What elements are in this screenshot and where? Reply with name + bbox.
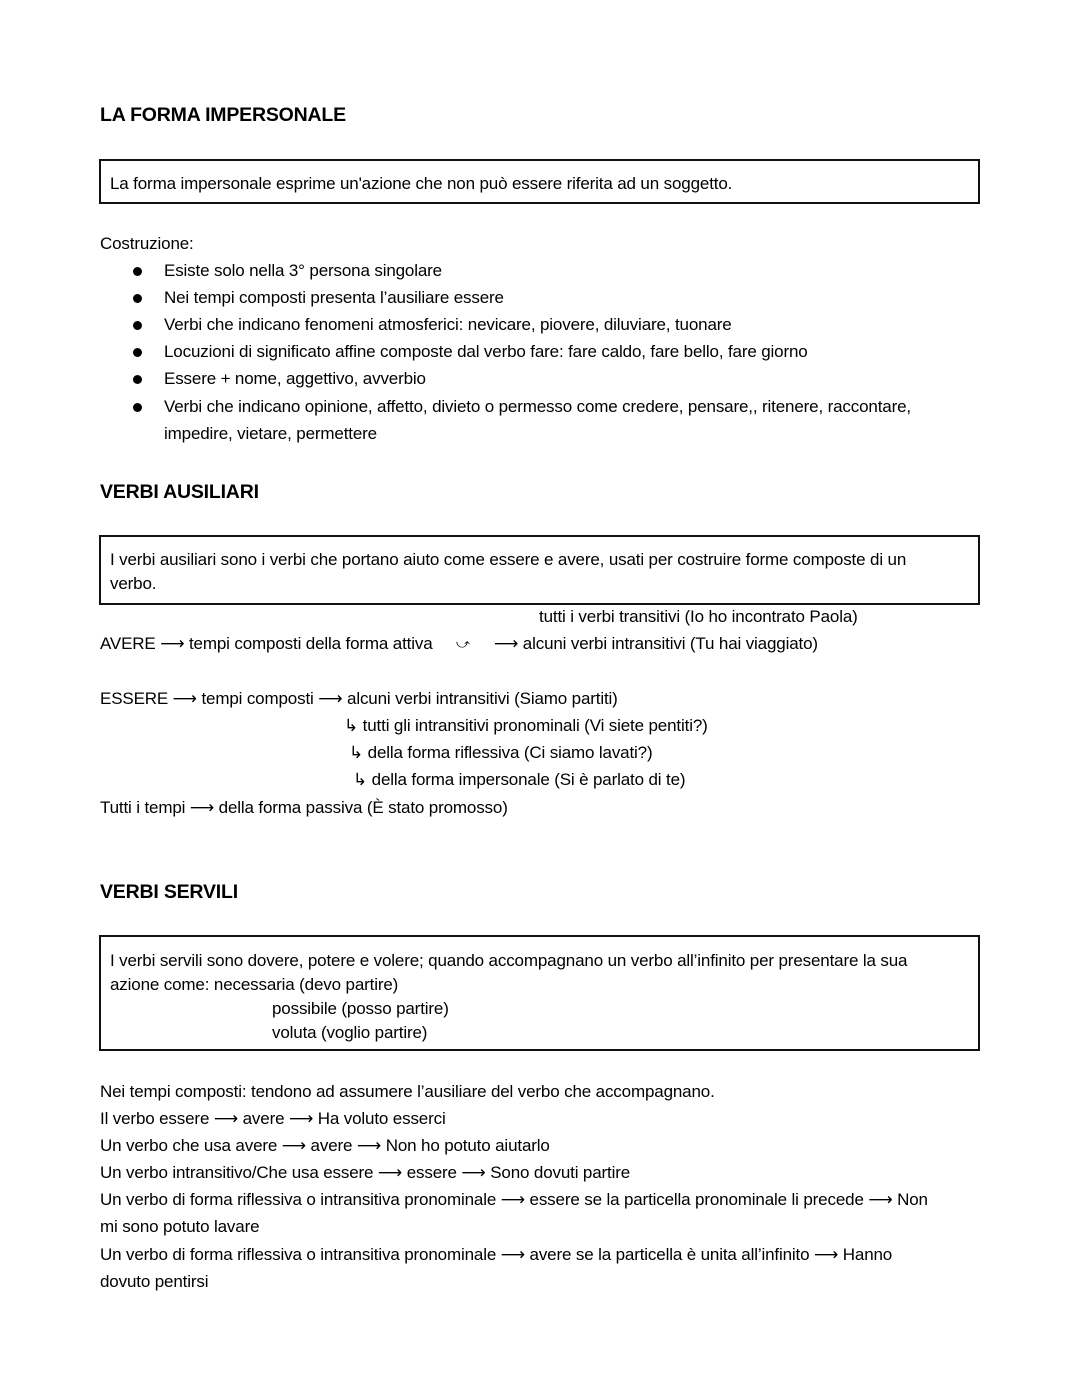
rule-line: Un verbo intransitivo/Che usa essere ⟶ essere ⟶ Sono dovuti partire [100,1163,631,1182]
rule-line: Un verbo di forma riflessiva o intransitiva pronominale ⟶ avere se la particella è unita all’infinito ⟶ Hanno [100,1245,893,1264]
passive-line: Tutti i tempi ⟶ della forma passiva (È stato promosso) [100,798,508,817]
rule-line: Un verbo di forma riflessiva o intransitiva pronominale ⟶ essere se la particella pronominale li precede ⟶ Non [100,1190,928,1209]
essere-sub-item: ↳ tutti gli intransitivi pronominali (Vi siete pentiti?) [344,716,708,735]
rule-line: Un verbo che usa avere ⟶ avere ⟶ Non ho potuto aiutarlo [100,1136,550,1155]
rule-line-continuation: mi sono potuto lavare [100,1217,260,1236]
construction-label: Costruzione: [100,234,194,253]
bullet-icon [133,403,142,412]
definition-text-line-2: verbo. [110,574,157,593]
heading-verbi-servili: VERBI SERVILI [100,881,238,903]
definition-text: La forma impersonale esprime un'azione che non può essere riferita ad un soggetto. [110,174,733,193]
curved-arrow-icon: ⤻ [456,637,470,652]
avere-branch-intransitivi: ⟶ alcuni verbi intransitivi (Tu hai viaggiato) [494,634,818,653]
heading-verbi-ausiliari: VERBI AUSILIARI [100,481,259,503]
bullet-icon [133,294,142,303]
bullet-icon [133,375,142,384]
rule-line: Il verbo essere ⟶ avere ⟶ Ha voluto esserci [100,1109,446,1128]
list-item: Nei tempi composti presenta l’ausiliare essere [164,288,504,307]
definition-text-line-2: azione come: necessaria (devo partire) [110,975,399,994]
essere-sub-item: ↳ della forma riflessiva (Ci siamo lavati?) [349,743,653,762]
definition-box-impersonale [99,159,980,204]
definition-box-servili [99,935,980,1051]
essere-line: ESSERE ⟶ tempi composti ⟶ alcuni verbi intransitivi (Siamo partiti) [100,689,618,708]
rule-line-continuation: dovuto pentirsi [100,1272,209,1291]
definition-text-line-4: voluta (voglio partire) [272,1023,428,1042]
definition-text-line-3: possibile (posso partire) [272,999,449,1018]
list-item-continuation: impedire, vietare, permettere [164,424,377,443]
avere-branch-transitivi: tutti i verbi transitivi (Io ho incontrato Paola) [539,607,858,626]
bullet-icon [133,348,142,357]
list-item: Esiste solo nella 3° persona singolare [164,261,442,280]
avere-label: AVERE ⟶ tempi composti della forma attiva [100,634,433,653]
heading-forma-impersonale: LA FORMA IMPERSONALE [100,104,346,126]
essere-sub-item: ↳ della forma impersonale (Si è parlato di te) [353,770,686,789]
list-item: Verbi che indicano opinione, affetto, divieto o permesso come credere, pensare,, ritenere, raccontare, [164,397,911,416]
definition-text-line-1: I verbi servili sono dovere, potere e volere; quando accompagnano un verbo all’infinito per presentare la sua [110,951,908,970]
list-item: Essere + nome, aggettivo, avverbio [164,369,426,388]
list-item: Verbi che indicano fenomeni atmosferici: nevicare, piovere, diluviare, tuonare [164,315,732,334]
definition-text-line-1: I verbi ausiliari sono i verbi che portano aiuto come essere e avere, usati per costruire forme composte di un [110,550,907,569]
bullet-icon [133,321,142,330]
list-item: Locuzioni di significato affine composte dal verbo fare: fare caldo, fare bello, fare giorno [164,342,808,361]
bullet-icon [133,267,142,276]
rule-line: Nei tempi composti: tendono ad assumere l’ausiliare del verbo che accompagnano. [100,1082,715,1101]
definition-box-ausiliari [99,535,980,605]
